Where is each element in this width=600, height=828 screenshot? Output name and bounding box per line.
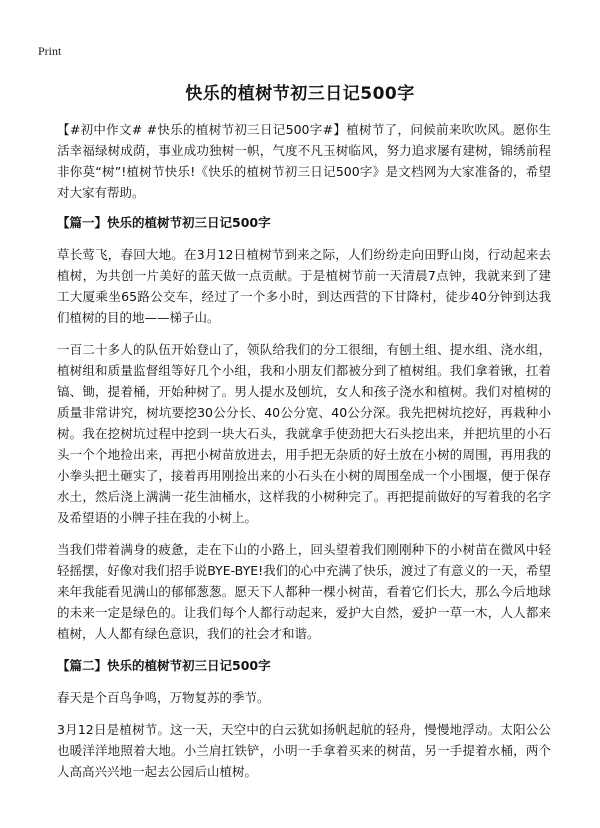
article-body: [57, 119, 551, 793]
section2-paragraph: 3月12日是植树节。这一天，天空中的白云犹如扬帆起航的轻舟，慢慢地浮动。太阳公公也暖洋洋地照着大地。小兰肩扛铁铲，小明一手拿着买来的树苗，另一手提着水桶，两个人高高兴兴地一起去公园后山植树。: [57, 722, 551, 779]
section2-paragraph: 春天是个百鸟争鸣，万物复苏的季节。: [57, 690, 270, 705]
print-link[interactable]: Print: [38, 44, 62, 58]
section1-paragraph: 一百二十多人的队伍开始登山了，领队给我们的分工很细，有刨土组、提水组、浇水组，植树组和质量监督组等好几个小组，我和小朋友们都被分到了植树组。我们拿着锹，扛着镐、锄，提着桶，开始种树了。男人提水及刨坑，女人和孩子浇水和植树。我们对植树的质量非常讲究，树坑要挖30公分长、40公分宽、40公分深。我先把树坑挖好，再栽种小树。我在挖树坑过程中挖到一块大石头，我就拿手使劲把大石头挖出来，并把坑里的小石头一个个地捡出来，再把小树苗放进去，用手把无杂质的好土放在小树的周围，再用我的小拳头把土砸实了，接着再用刚捡出来的小石头在小树的周围垒成一个小围堰，便于保存水土，然后浇上满满一花生油桶水，这样我的小树种完了。再把提前做好的写着我的名字及希望语的小牌子挂在我的小树上。: [57, 342, 551, 525]
section1-paragraph: 当我们带着满身的疲惫，走在下山的小路上，回头望着我们刚刚种下的小树苗在微风中轻轻摇摆，好像对我们招手说BYE-BYE!我们的心中充满了快乐，渡过了有意义的一天，希望来年我能看见满山的郁郁葱葱。愿天下人都种一棵小树苗，看着它们长大，那么今后地球的未来一定是绿色的。让我们每个人都行动起来，爱护大自然，爱护一草一木，人人都来植树，人人都有绿色意识，我们的社会才和谐。: [57, 542, 551, 641]
section1-paragraph: 草长莺飞，春回大地。在3月12日植树节到来之际，人们纷纷走向田野山岗，行动起来去植树，为共创一片美好的蓝天做一点贡献。于是植树节前一天清晨7点钟，我就来到了建工大厦乘坐65路公交车，经过了一个多小时，到达西营的下甘降村，徒步40分钟到达我们植树的目的地——梯子山。: [57, 247, 551, 325]
page-title: 快乐的植树节初三日记500字: [185, 84, 415, 104]
section-heading-2: 【篇二】快乐的植树节初三日记500字: [57, 658, 271, 673]
intro-paragraph: 【#初中作文# #快乐的植树节初三日记500字#】植树节了，问候前来吹吹风。愿你生活幸福绿树成荫，事业成功独树一帜，气度不凡玉树临风，努力追求屡有建树，锦绣前程非你莫“树”!植树节快乐!《快乐的植树节初三日记500字》是文档网为大家准备的，希望对大家有帮助。: [57, 122, 551, 200]
section-heading-1: 【篇一】快乐的植树节初三日记500字: [57, 215, 271, 230]
